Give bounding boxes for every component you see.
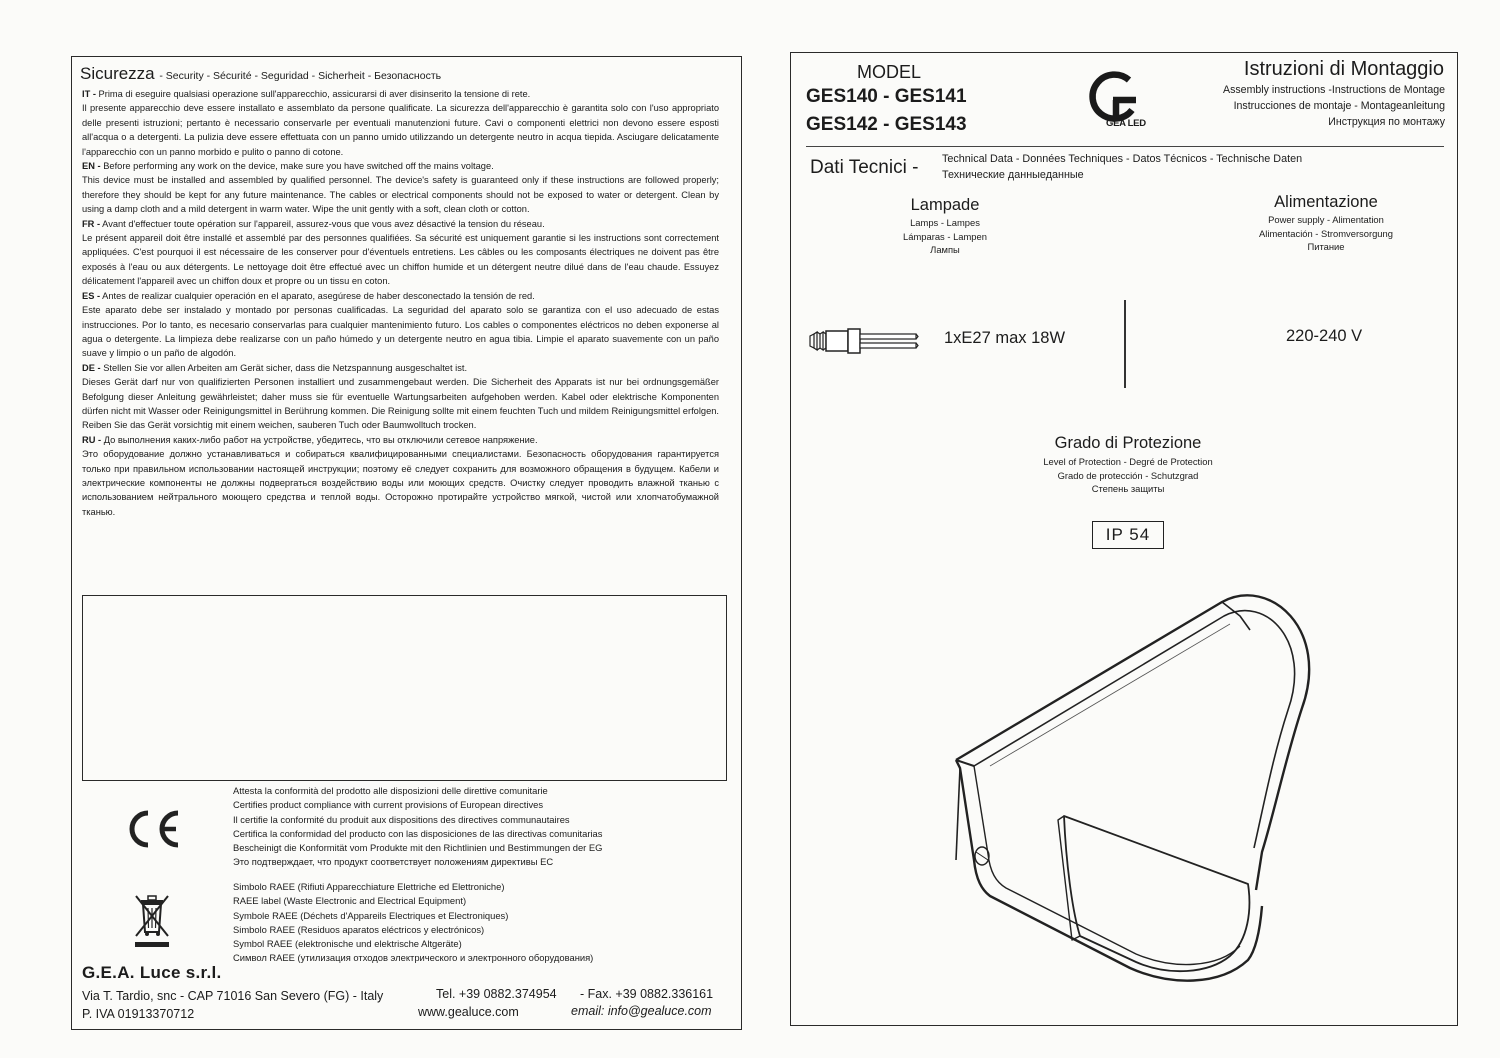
ce-mark-icon	[120, 805, 184, 858]
lamps-translation: Лампы	[930, 244, 960, 255]
protection-title: Grado di Protezione	[1054, 434, 1202, 452]
safety-paragraph-de: DE - Stellen Sie vor allen Arbeiten am Gerät sicher, dass die Netzspannung ausgeschaltet ist. Dieses Gerät darf nur von qualifizierten Personen installiert und zusammengebaut werden. Die Sicherheit des Apparats ist nur bei ordnungsgemäßer Befolgung dieser Anleitung gewährleistet; daher muss sie für eventuelle Wartungsarbeiten aufgehoben werden. Kabel oder elektrische Komponenten dürfen nicht mit Wasser oder Reinigungsmittel in Berührung kommen. Die Reinigung sollte mit einem feuchten Tuch und mildem Reinigungsmittel erfolgen. Reiben Sie das Gerät vorsichtig mit einem weichen, sauberen Tuch oder Baumwolltuch trocken.	[82, 362, 719, 431]
protection-translation: Level of Protection - Degré de Protection	[1043, 456, 1213, 467]
safety-heading-translations: - Security - Sécurité - Seguridad - Sicherheit - Безопасность	[159, 70, 442, 82]
safety-text	[82, 87, 719, 519]
power-title: Alimentazione	[1274, 193, 1378, 211]
safety-paragraph-en: EN - Before performing any work on the device, make sure you have switched off the mains voltage. This device must be installed and assembled by qualified personnel. The device's safety is guaranteed only if these instructions are followed properly; therefore they should be kept for any future maintenance. The cables or electrical components should not be exposed to water or detergent. Clean by using a damp cloth and a mild detergent in warm water. Wipe the unit gently with a soft, clean cloth or cotton.	[82, 161, 719, 215]
company-vat: P. IVA 01913370712	[82, 1007, 195, 1021]
tech-data-translation: Technical Data - Données Techniques - Datos Técnicos - Technische Daten	[942, 153, 1303, 165]
company-name: G.E.A. Luce s.r.l.	[82, 963, 222, 982]
raee-statement: RAEE label (Waste Electronic and Electrical Equipment)	[233, 895, 467, 907]
lamps-value: 1xE27 max 18W	[944, 329, 1066, 347]
raee-statements	[233, 880, 593, 966]
safety-paragraph-it: IT - Prima di eseguire qualsiasi operazione sull'apparecchio, assicurarsi di aver disinserito la tensione di rete. Il presente apparecchio deve essere installato e assemblato da persone qualificate. La sicurezza dell'apparecchio è garantita solo con l'uso appropriato delle presenti istruzioni; pertanto è necessario conservarle per eventuali manutenzioni future. Cavi o componenti elettrici non devono essere esposti all'acqua o a detergenti. La pulizia deve essere effettuata con un panno umido utilizzando un detergente neutro in acqua tiepida. Asciugare delicatamente l'apparecchio con un panno morbido e pulito o panno di cotone.	[82, 89, 719, 157]
lamps-translations	[880, 216, 1010, 257]
header-divider	[806, 146, 1444, 147]
ce-statement: Certifica la conformidad del producto con las disposiciones de las directivas comunitarias	[233, 827, 603, 839]
ce-statement: Это подтверждает, что продукт соответствует положениям директивы ЕС	[233, 856, 554, 868]
lamps-title: Lampade	[910, 196, 980, 214]
raee-statement: Symbole RAEE (Déchets d'Appareils Electriques et Electroniques)	[233, 909, 509, 921]
safety-paragraph-ru: RU - До выполнения каких-либо работ на устройстве, убедитесь, что вы отключили сетевое напряжение. Это оборудование должно устанавливаться и собираться квалифицированными специалистами. Безопасность оборудования гарантируется только при правильном использовании настоящей инструкции; поэтому её следует сохранить для возможного обращения в будущем. Кабели и электрические компоненты не должны подвергаться воздействию воды или моющих средств. Очистку следует проводить влажной тканью с использованием нейтрального моющего средства и теплой воды. Осторожно протирайте устройство мягкой, чистой или хлопчатобумажной тканью.	[82, 434, 719, 517]
raee-statement: Simbolo RAEE (Rifiuti Apparecchiature Elettriche ed Elettroniche)	[233, 881, 505, 892]
company-email[interactable]: email: info@gealuce.com	[571, 1004, 712, 1018]
model-label: MODEL	[857, 62, 922, 82]
lamps-translation: Lámparas - Lampen	[903, 230, 987, 242]
tech-data-translations	[942, 151, 1302, 183]
power-translation: Alimentación - Stromversorgung	[1259, 227, 1393, 239]
protection-translations	[1008, 455, 1248, 496]
company-website[interactable]: www.gealuce.com	[418, 1005, 519, 1019]
tech-data-dash: -	[912, 157, 919, 178]
ce-statement: Il certifie la conformité du produit aux dispositions des directives communautaires	[233, 813, 570, 825]
safety-paragraph-fr: FR - Avant d'effectuer toute opération sur l'appareil, assurez-vous que vous avez désactivé la tension du réseau. Le présent appareil doit être installé et assemblé par des personnes qualifiées. Sa sécurité est uniquement garantie si les instructions sont correctement appliquées. C'est pourquoi il est nécessaire de les conserver pour d'éventuels entretiens. Les câbles ou les composants électriques ne doivent pas être exposés à l'eau ou aux détergents. Le nettoyage doit être effectué avec un chiffon humide et un détergent neutre dilué dans de l'eau chaude. Essuyez délicatement l'appareil avec un chiffon doux et propre ou un tissu en coton.	[82, 218, 719, 287]
power-translation: Power supply - Alimentation	[1268, 214, 1384, 225]
raee-statement: Символ RAEE (утилизация отходов электрического и электронного оборудования)	[233, 952, 594, 964]
instructions-translation: Assembly instructions -Instructions de Montage	[1223, 84, 1445, 96]
company-address: Via T. Tardio, snc - CAP 71016 San Severo (FG) - Italy	[82, 989, 384, 1003]
ce-statement: Certifies product compliance with current provisions of European directives	[233, 799, 544, 811]
raee-statement: Simbolo RAEE (Residuos aparatos eléctricos y electrónicos)	[233, 923, 485, 935]
spec-divider	[1124, 300, 1126, 388]
instructions-translation: Instrucciones de montaje - Montageanleitung	[1233, 100, 1445, 112]
raee-statement: Symbol RAEE (elektronische und elektrische Altgeräte)	[233, 938, 462, 950]
e27-bulb-icon	[808, 326, 920, 361]
tech-data-heading: Dati Tecnici	[810, 157, 907, 178]
tech-data-translation: Технические данныеданные	[942, 169, 1084, 181]
ce-statement: Attesta la conformità del prodotto alle disposizioni delle direttive comunitarie	[233, 785, 548, 796]
lamps-translation: Lamps - Lampes	[910, 217, 980, 228]
instructions-translation: Инструкция по монтажу	[1328, 116, 1445, 128]
ce-statement: Bescheinigt die Konformität vom Produkte mit den Richtlinien und Bestimmungen der EG	[233, 842, 603, 854]
tech-data-title	[810, 157, 918, 179]
power-translation: Питание	[1307, 241, 1345, 252]
safety-heading: Sicurezza	[80, 64, 155, 83]
ce-statements	[233, 784, 602, 870]
empty-notes-box	[82, 595, 727, 781]
protection-translation: Grado de protección - Schutzgrad	[1057, 469, 1199, 481]
company-fax: - Fax. +39 0882.336161	[580, 987, 714, 1001]
weee-bin-icon	[132, 890, 172, 953]
power-translations	[1236, 213, 1416, 254]
instructions-translations	[1223, 82, 1445, 130]
safety-paragraph-es: ES - Antes de realizar cualquier operación en el aparato, asegúrese de haber desconectado la tensión de red. Este aparato debe ser instalado y montado por personas cualificadas. La seguridad del aparato solo se garantiza con el uso adecuado de estas instrucciones. Por lo tanto, es necesario conservarlas para cualquier mantenimiento futuro. Los cables o componentes eléctricos no deben exponerse al agua o detergente. La limpieza debe realizarse con un paño húmedo y un detergente neutro en agua tibia. Limpie el aparato suavemente con un paño suave y limpio o un paño de algodón.	[82, 290, 719, 359]
protection-translation: Степень защиты	[1091, 483, 1165, 494]
wall-lamp-illustration	[930, 590, 1330, 995]
company-phone: Tel. +39 0882.374954	[436, 987, 557, 1001]
model-codes-line1: GES140 - GES141	[806, 86, 967, 107]
model-codes-line2: GES142 - GES143	[806, 114, 967, 135]
instructions-title: Istruzioni di Montaggio	[1243, 58, 1444, 80]
power-value: 220-240 V	[1286, 327, 1363, 345]
gea-led-logo-text: GEA LED	[1106, 118, 1146, 129]
ip-rating-box: IP 54	[1092, 521, 1164, 549]
safety-title	[80, 64, 441, 84]
